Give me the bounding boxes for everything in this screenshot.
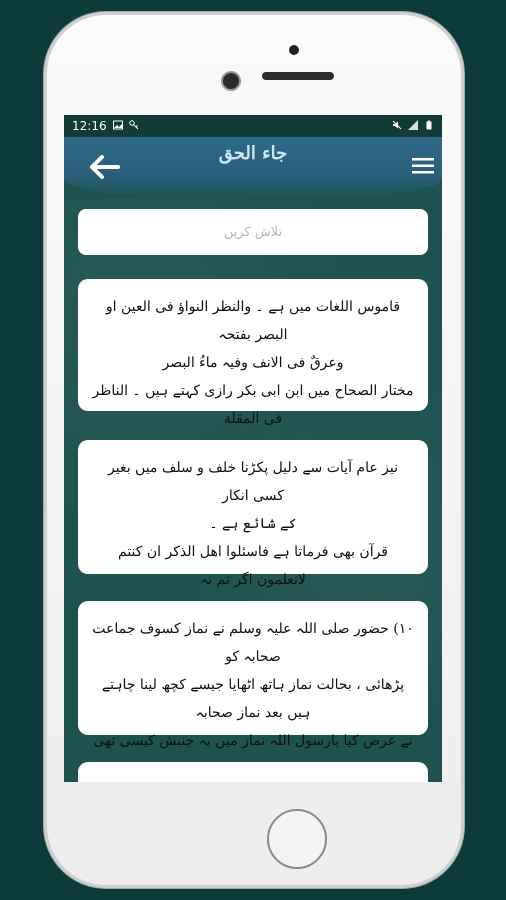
- proximity-sensor: [289, 45, 299, 55]
- status-bar: [64, 115, 442, 137]
- signal-icon: [408, 119, 418, 133]
- card-line: قرآن بھی فرماتا ہے فاسئلوا اھل الذکر ان کنتم لاتعلمون اگر تم نہ: [118, 544, 388, 588]
- content-card[interactable]: [78, 601, 428, 749]
- card-line: کے شائع ہے ۔: [209, 516, 297, 532]
- card-line: نیز عام آیات سے دلیل پکڑنا خلف و سلف میں بغیر کسی انکار: [107, 460, 399, 504]
- content-area: [64, 199, 442, 782]
- mute-icon: [392, 119, 402, 133]
- card-line: پڑھائی ، بحالت نماز ہاتھ اٹھایا جیسے کچھ لینا چاہتے ہیں بعد نماز صحابہ: [101, 677, 405, 721]
- front-camera: [221, 71, 241, 91]
- search-input[interactable]: [78, 224, 428, 241]
- hamburger-menu-icon: [412, 157, 434, 175]
- app-header: [64, 137, 442, 199]
- search-box[interactable]: [78, 209, 428, 255]
- home-button[interactable]: [267, 809, 327, 869]
- app-screen: [64, 115, 442, 782]
- card-line: ۱۰) حضور صلی اللہ علیہ وسلم نے نماز کسوف جماعت صحابہ کو: [92, 621, 414, 665]
- earpiece-speaker: [262, 72, 334, 80]
- card-line: قاموس اللغات میں ہے ۔ والنظر النواؤ فی العین او البصر بفتحہ: [105, 299, 401, 343]
- battery-icon: [424, 119, 434, 133]
- content-card[interactable]: [78, 440, 428, 588]
- status-time: 12:16: [72, 119, 107, 133]
- card-line: مختار الصحاح میں ابن ابی بکر رازی کہتے ہیں ۔ الناظر فی المقلة: [92, 383, 414, 427]
- menu-button[interactable]: [412, 157, 434, 175]
- content-card[interactable]: [78, 279, 428, 427]
- app-logo: جاء الحق: [218, 143, 288, 164]
- image-icon: [113, 119, 123, 133]
- key-icon: [129, 119, 139, 133]
- card-line: نے عرض کیا یارسول اللہ نماز میں یہ جنبش کیسی تھی: [93, 733, 413, 749]
- card-line: وعرقٌ فی الانف وفیہ ماءُ البصر: [162, 355, 344, 371]
- content-card[interactable]: [78, 762, 428, 782]
